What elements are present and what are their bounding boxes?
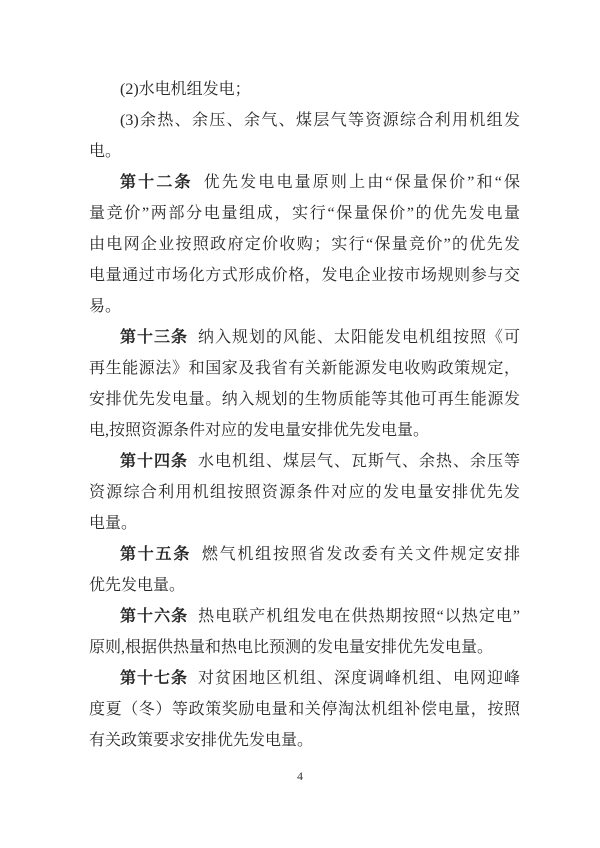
text-segment: 电量。 [89,515,138,532]
text-line [89,384,520,415]
text-segment: 电。 [89,143,122,160]
article-number: 第十二条 [120,174,193,191]
paragraph [89,539,520,601]
text-line [89,353,520,384]
paragraph [89,74,520,105]
text-segment: 由电网企业按照政府定价收购；实行“保量竞价”的优先发 [89,236,520,253]
article-number: 第十六条 [120,608,189,625]
text-segment: (2)水电机组发电； [120,81,251,98]
text-segment: 电,按照资源条件对应的发电量安排优先发电量。 [89,422,430,439]
text-line [89,167,520,198]
text-segment: 有关政策要求安排优先发电量。 [89,732,314,749]
text-line [89,105,520,136]
text-line [89,260,520,291]
text-line [89,663,520,694]
text-line [89,601,520,632]
text-line [89,539,520,570]
text-line [89,694,520,725]
text-line [89,415,520,446]
text-line [89,136,520,167]
article-number: 第十七条 [120,670,188,687]
text-line [89,446,520,477]
document-body [89,74,520,756]
text-segment: 燃气机组按照省发改委有关文件规定安排 [196,546,520,563]
text-line [89,725,520,756]
text-segment: 优先发电电量原则上由“保量保价”和“保 [197,174,520,191]
page-number: 4 [297,769,303,783]
article-number: 第十四条 [120,453,188,470]
text-segment: 纳入规划的风能、太阳能发电机组按照《可 [193,329,520,346]
article-number: 第十五条 [120,546,192,563]
text-line [89,322,520,353]
text-segment: 电量通过市场化方式形成价格，发电企业按市场规则参与交 [89,267,520,284]
text-segment: 再生能源法》和国家及我省有关新能源发电收购政策规定， [89,360,520,377]
text-segment: 量竞价”两部分电量组成，实行“保量保价”的优先发电量 [89,205,520,222]
article-number: 第十三条 [120,329,188,346]
text-segment: 对贫困地区机组、深度调峰机组、电网迎峰 [193,670,520,687]
text-line [89,229,520,260]
paragraph [89,167,520,322]
text-line [89,198,520,229]
text-segment: 易。 [89,298,122,315]
text-segment: 热电联产机组发电在供热期按照“以热定电” [193,608,520,625]
text-segment: 原则,根据供热量和热电比预测的发电量安排优先发电量。 [89,639,494,656]
text-segment: 资源综合利用机组按照资源条件对应的发电量安排优先发 [89,484,520,501]
text-line [89,632,520,663]
paragraph [89,601,520,663]
text-line [89,570,520,601]
text-line [89,508,520,539]
text-segment: 度夏（冬）等政策奖励电量和关停淘汰机组补偿电量，按照 [89,701,520,718]
text-segment: 水电机组、煤层气、瓦斯气、余热、余压等 [193,453,520,470]
text-line [89,291,520,322]
text-segment: 优先发电量。 [89,577,186,594]
text-line [89,477,520,508]
text-line [89,74,520,105]
text-segment: (3)余热、余压、余气、煤层气等资源综合利用机组发 [120,112,520,129]
paragraph [89,446,520,539]
paragraph [89,105,520,167]
paragraph [89,322,520,446]
paragraph [89,663,520,756]
text-segment: 安排优先发电量。纳入规划的生物质能等其他可再生能源发 [89,391,520,408]
